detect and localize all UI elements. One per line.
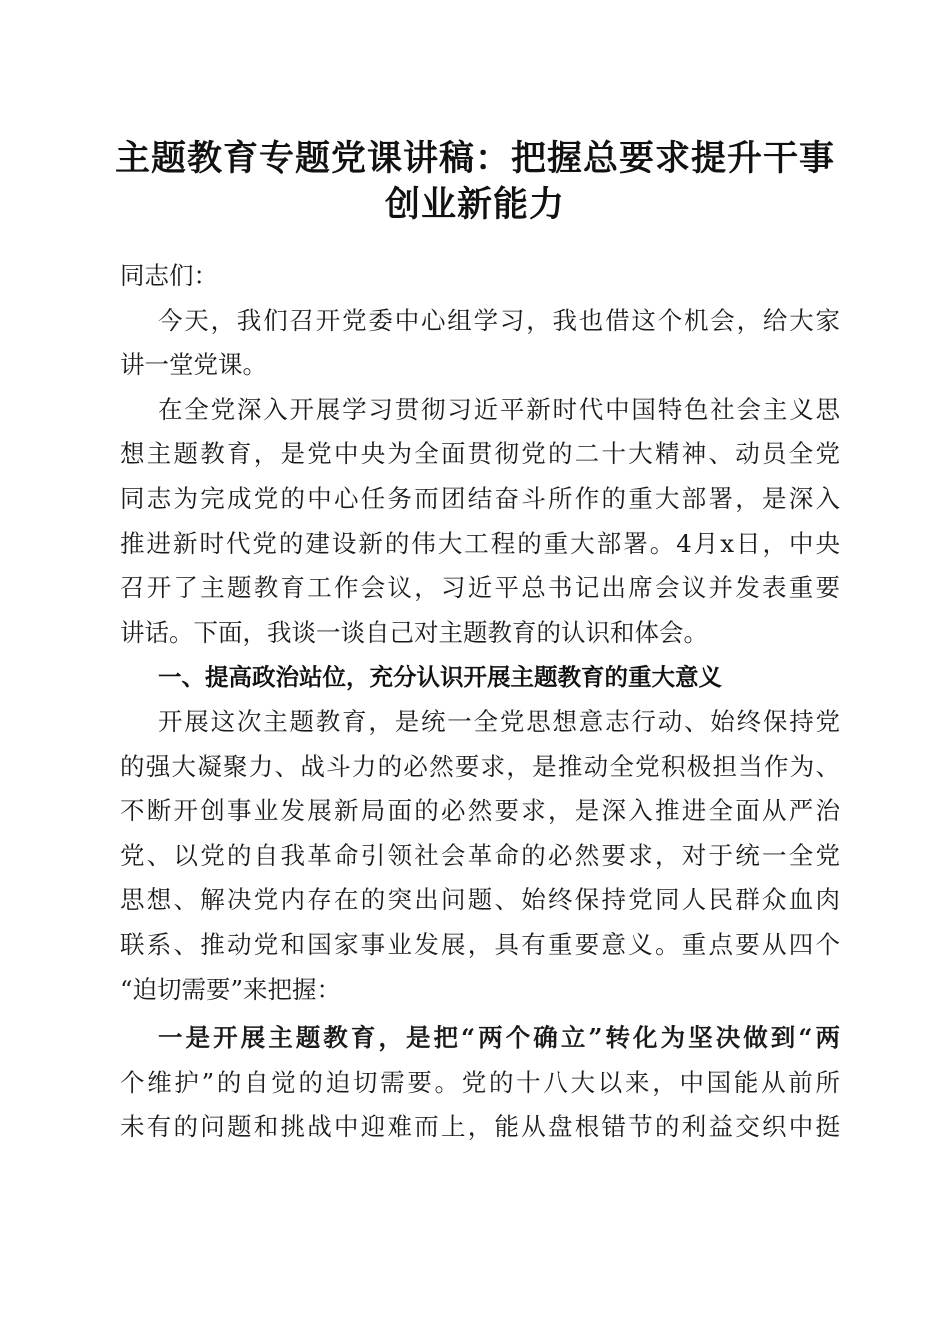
paragraph-1-line-2: 讲一堂党课。 xyxy=(120,350,267,380)
document-title-line-1: 主题教育专题党课讲稿：把握总要求提升干事 xyxy=(114,138,835,179)
paragraph-4-line-3: 未有的问题和挑战中迎难而上，能从盘根错节的利益交织中挺 xyxy=(120,1112,840,1142)
paragraph-3-line-6: 联系、推动党和国家事业发展，具有重要意义。重点要从四个 xyxy=(120,929,840,959)
document-title-line-2: 创业新能力 xyxy=(384,184,565,225)
paragraph-3-line-1: 开展这次主题教育，是统一全党思想意志行动、始终保持党 xyxy=(158,706,840,736)
paragraph-2-line-5: 召开了主题教育工作会议，习近平总书记出席会议并发表重要 xyxy=(120,573,840,603)
paragraph-2-line-2: 想主题教育，是党中央为全面贯彻党的二十大精神、动员全党 xyxy=(120,439,840,469)
paragraph-3-line-5: 思想、解决党内存在的突出问题、始终保持党同人民群众血肉 xyxy=(120,885,840,915)
paragraph-2-line-1: 在全党深入开展学习贯彻习近平新时代中国特色社会主义思 xyxy=(158,394,840,424)
paragraph-3-line-7: “迫切需要”来把握： xyxy=(120,974,342,1004)
document-body xyxy=(120,254,840,1150)
paragraph-4-line-2: 个维护”的自觉的迫切需要。党的十八大以来，中国能从前所 xyxy=(120,1067,840,1097)
paragraph-2-line-6: 讲话。下面，我谈一谈自己对主题教育的认识和体会。 xyxy=(120,617,708,647)
paragraph-2-line-3: 同志为完成党的中心任务而团结奋斗所作的重大部署，是深入 xyxy=(120,483,840,513)
paragraph-3-line-3: 不断开创事业发展新局面的必然要求，是深入推进全面从严治 xyxy=(120,796,840,826)
salutation: 同志们： xyxy=(120,261,218,290)
paragraph-3-line-2: 的强大凝聚力、战斗力的必然要求，是推动全党积极担当作为、 xyxy=(120,751,840,781)
paragraph-3-line-4: 党、以党的自我革命引领社会革命的必然要求，对于统一全党 xyxy=(120,840,840,870)
paragraph-4-line-1: 一是开展主题教育，是把“两个确立”转化为坚决做到“两 xyxy=(158,1023,840,1053)
paragraph-2-line-4: 推进新时代党的建设新的伟大工程的重大部署。4月x日，中央 xyxy=(120,528,840,558)
paragraph-1-line-1: 今天，我们召开党委中心组学习，我也借这个机会，给大家 xyxy=(158,305,840,335)
section-heading-1: 一、提高政治站位，充分认识开展主题教育的重大意义 xyxy=(158,663,722,692)
